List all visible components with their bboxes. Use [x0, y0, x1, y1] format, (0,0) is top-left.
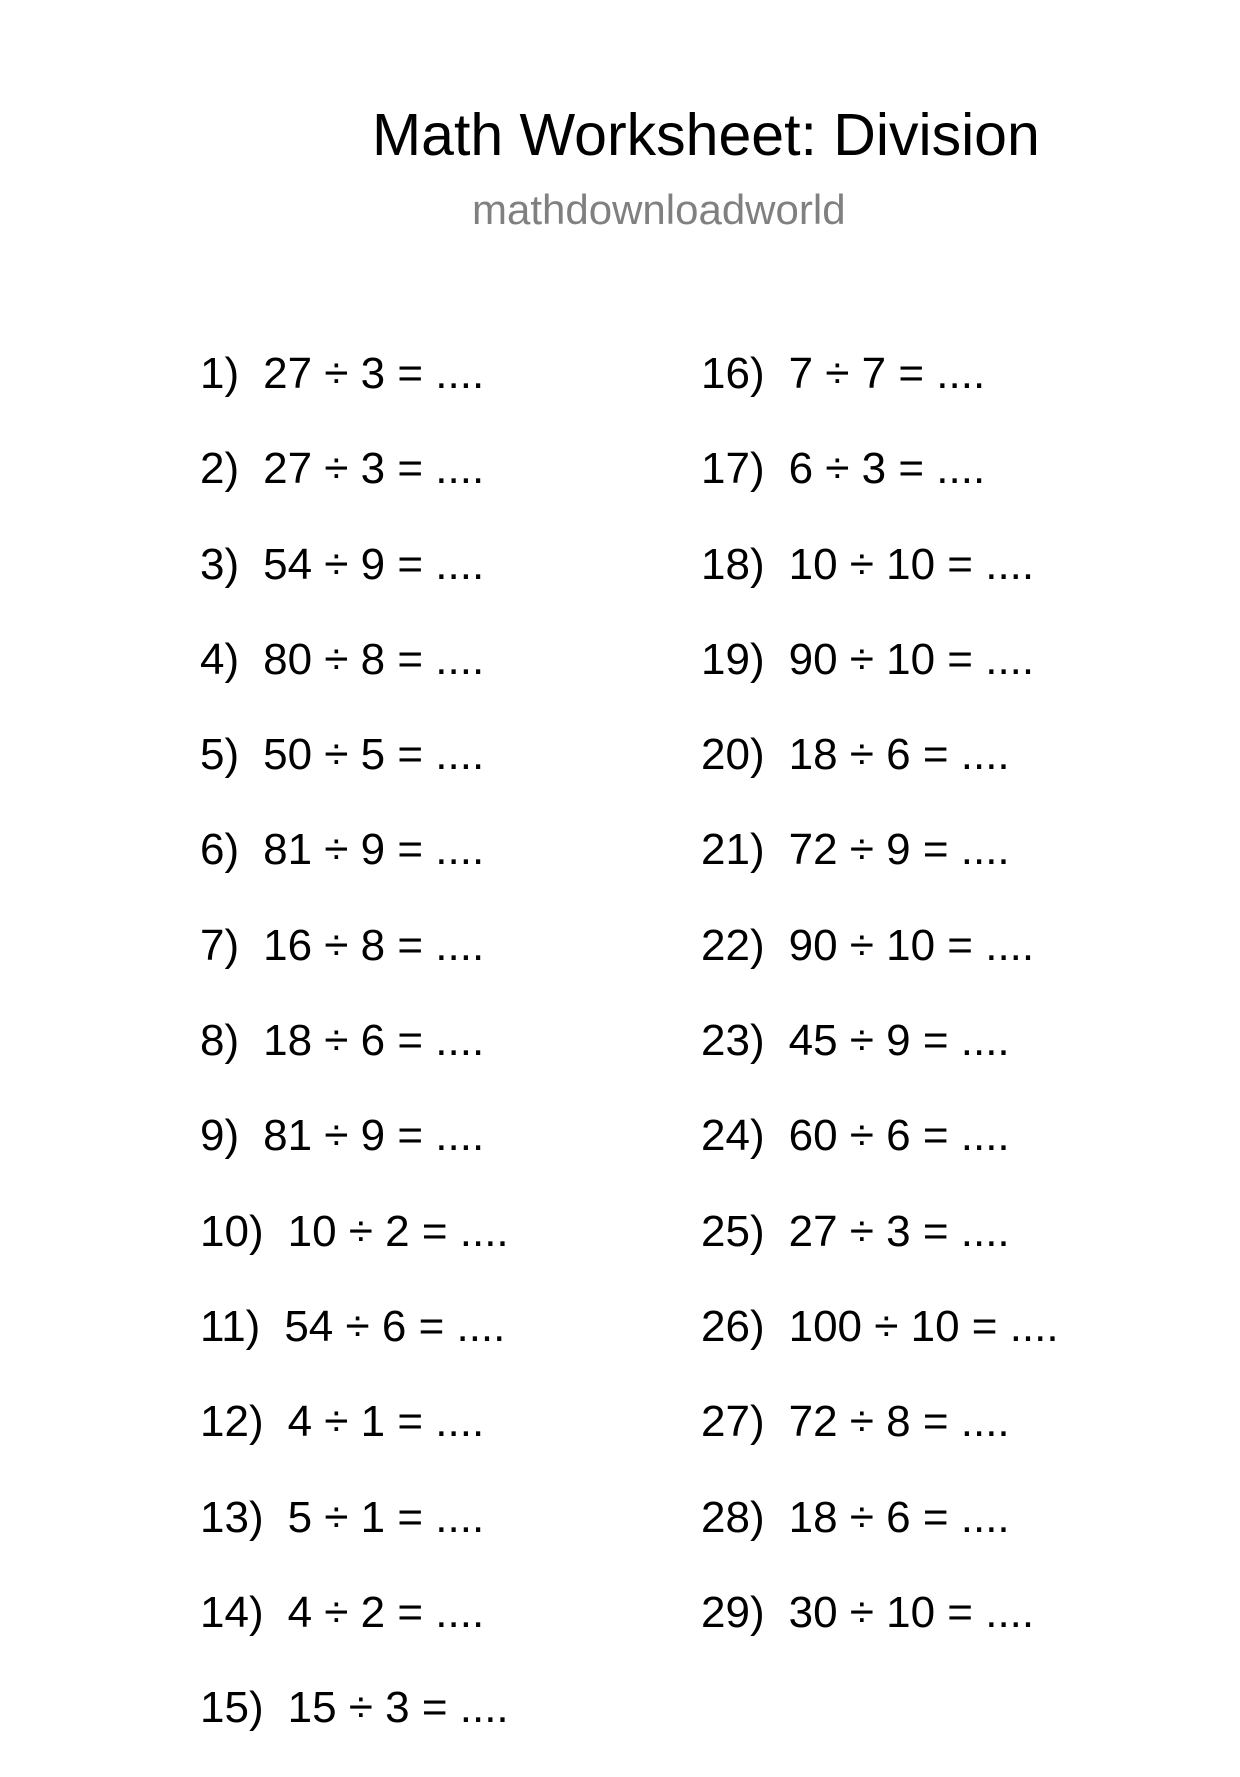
problem-item — [200, 539, 509, 634]
problem-number: 7) — [200, 920, 240, 970]
problem-number: 11) — [200, 1301, 261, 1351]
problem-number: 17) — [701, 444, 765, 494]
problem-item — [701, 920, 1059, 1015]
problem-expression: 16 ÷ 8 = .... — [263, 920, 485, 970]
problem-expression: 6 ÷ 3 = .... — [788, 444, 986, 494]
problem-expression: 50 ÷ 5 = .... — [263, 730, 485, 780]
problem-number: 13) — [200, 1492, 264, 1542]
problem-expression: 5 ÷ 1 = .... — [287, 1492, 485, 1542]
problem-expression: 60 ÷ 6 = .... — [788, 1111, 1010, 1161]
problem-number: 23) — [701, 1016, 765, 1066]
problem-item — [200, 634, 509, 729]
problem-number: 15) — [200, 1683, 264, 1733]
problem-number: 28) — [701, 1492, 765, 1542]
problem-item — [701, 348, 1059, 443]
problem-item — [701, 1587, 1059, 1682]
problem-item — [701, 1015, 1059, 1110]
problem-expression: 18 ÷ 6 = .... — [263, 1016, 485, 1066]
problem-expression: 81 ÷ 9 = .... — [263, 825, 485, 875]
problem-number: 22) — [701, 920, 765, 970]
problem-expression: 7 ÷ 7 = .... — [788, 349, 986, 398]
problem-item — [701, 1206, 1059, 1301]
problem-expression: 15 ÷ 3 = .... — [287, 1683, 509, 1733]
problem-expression: 90 ÷ 10 = .... — [788, 634, 1035, 684]
problem-item — [200, 1015, 509, 1110]
problem-item — [701, 1492, 1059, 1587]
problem-number: 14) — [200, 1587, 264, 1637]
problem-expression: 27 ÷ 3 = .... — [263, 444, 485, 494]
problem-number: 9) — [200, 1111, 240, 1161]
problem-item — [701, 1396, 1059, 1491]
problem-expression: 45 ÷ 9 = .... — [788, 1016, 1010, 1066]
problem-number: 29) — [701, 1587, 765, 1637]
problem-expression: 100 ÷ 10 = .... — [788, 1301, 1059, 1351]
problem-number: 1) — [200, 349, 240, 398]
problem-item — [701, 443, 1059, 538]
problem-number: 12) — [200, 1397, 264, 1447]
problem-item — [701, 824, 1059, 919]
problem-number: 3) — [200, 539, 240, 589]
problem-number: 16) — [701, 349, 765, 398]
problem-number: 10) — [200, 1206, 264, 1256]
problem-expression: 4 ÷ 2 = .... — [287, 1587, 485, 1637]
problem-number: 4) — [200, 634, 240, 684]
problem-number: 27) — [701, 1397, 765, 1447]
problem-number: 21) — [701, 825, 765, 875]
problem-number: 8) — [200, 1016, 240, 1066]
problem-expression: 90 ÷ 10 = .... — [788, 920, 1035, 970]
problem-item — [200, 920, 509, 1015]
problem-item — [200, 1587, 509, 1682]
problem-number: 19) — [701, 634, 765, 684]
problem-list-right — [701, 348, 1059, 1682]
problem-expression: 54 ÷ 9 = .... — [263, 539, 485, 589]
problem-expression: 27 ÷ 3 = .... — [788, 1206, 1010, 1256]
problem-expression: 80 ÷ 8 = .... — [263, 634, 485, 684]
problem-number: 5) — [200, 730, 240, 780]
problem-expression: 18 ÷ 6 = .... — [788, 730, 1010, 780]
problem-number: 18) — [701, 539, 765, 589]
problem-expression: 4 ÷ 1 = .... — [287, 1397, 485, 1447]
problem-item — [701, 729, 1059, 824]
problem-expression: 18 ÷ 6 = .... — [788, 1492, 1010, 1542]
problem-expression: 54 ÷ 6 = .... — [284, 1301, 506, 1351]
problem-expression: 10 ÷ 10 = .... — [788, 539, 1035, 589]
problem-expression: 72 ÷ 8 = .... — [788, 1397, 1010, 1447]
problem-item — [701, 1301, 1059, 1396]
problem-item — [701, 1110, 1059, 1205]
problem-number: 24) — [701, 1111, 765, 1161]
problem-number: 2) — [200, 444, 240, 494]
problem-list-left — [200, 348, 509, 1777]
problem-item — [701, 539, 1059, 634]
problem-item — [200, 1110, 509, 1205]
problem-item — [200, 1206, 509, 1301]
problem-number: 20) — [701, 730, 765, 780]
problem-item — [200, 1301, 509, 1396]
problem-item — [200, 824, 509, 919]
problem-number: 6) — [200, 825, 240, 875]
problem-item — [701, 634, 1059, 729]
page-title: Math Worksheet: Division — [372, 102, 1040, 168]
problem-expression: 30 ÷ 10 = .... — [788, 1587, 1035, 1637]
problem-item — [200, 729, 509, 824]
problem-expression: 27 ÷ 3 = .... — [263, 349, 485, 398]
problem-item — [200, 1396, 509, 1491]
problem-expression: 72 ÷ 9 = .... — [788, 825, 1010, 875]
problem-expression: 10 ÷ 2 = .... — [287, 1206, 509, 1256]
problem-item — [200, 1492, 509, 1587]
page-subtitle: mathdownloadworld — [472, 186, 846, 233]
problem-expression: 81 ÷ 9 = .... — [263, 1111, 485, 1161]
problem-number: 25) — [701, 1206, 765, 1256]
problem-item — [200, 348, 509, 443]
problem-item — [200, 1682, 509, 1777]
problem-item — [200, 443, 509, 538]
problem-number: 26) — [701, 1301, 765, 1351]
